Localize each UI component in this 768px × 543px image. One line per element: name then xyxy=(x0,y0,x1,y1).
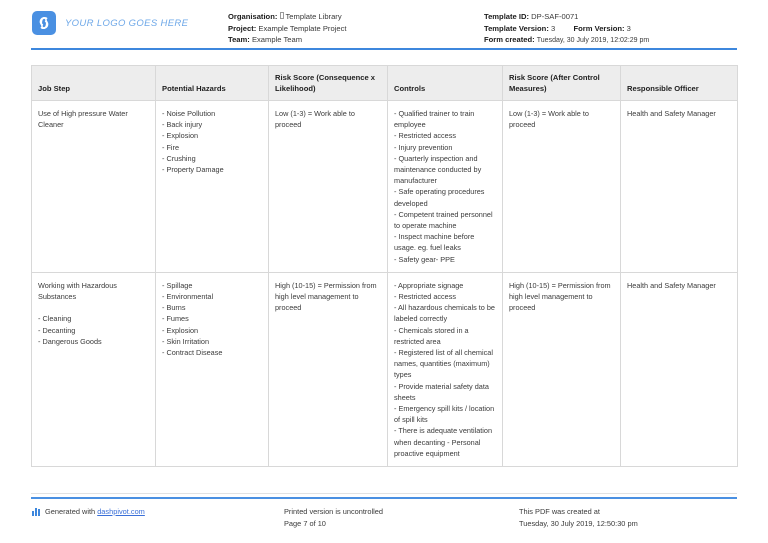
column-header-responsible-officer: Responsible Officer xyxy=(621,66,738,101)
logo-block xyxy=(32,11,228,35)
cell-line: - Quarterly inspection and maintenance conducted by manufacturer xyxy=(394,153,482,186)
cell-line: - Safe operating procedures developed xyxy=(394,187,485,208)
footer-page-number: Page 7 of 10 xyxy=(284,518,326,528)
column-header-job-step: Job Step xyxy=(32,66,156,101)
meta-team-label: Team: xyxy=(228,35,250,45)
table-header-row xyxy=(32,66,738,101)
bar-chart-icon xyxy=(32,508,40,516)
cell-line: - Safety gear- PPE xyxy=(394,254,455,264)
cell-line: Use of High pressure Water Cleaner xyxy=(38,109,128,130)
cell-potential-hazards xyxy=(156,101,269,273)
meta-form-created xyxy=(484,34,738,47)
meta-template-version-label: Template Version: xyxy=(484,23,549,33)
cell-line: - Contract Disease xyxy=(162,348,223,358)
meta-project-label: Project: xyxy=(228,23,257,33)
cell-potential-hazards xyxy=(156,272,269,466)
cell-line: - Spillage xyxy=(162,280,193,290)
logo-swirl-icon xyxy=(32,11,56,35)
header-meta-left xyxy=(228,11,484,46)
table-row xyxy=(32,272,738,466)
cell-line: Working with Hazardous Substances xyxy=(38,280,117,302)
cell-line: - Burns xyxy=(162,303,186,313)
footer-print-block xyxy=(284,506,519,529)
dashpivot-link[interactable]: dashpivot.com xyxy=(97,507,145,516)
cell-line: - Explosion xyxy=(162,325,199,335)
header-meta-right xyxy=(484,11,738,47)
cell-line: - Environmental xyxy=(162,292,214,302)
cell-line: - Skin Irritation xyxy=(162,336,210,346)
meta-project-value: Example Template Project xyxy=(258,23,347,33)
meta-form-version-label: Form Version: xyxy=(573,23,625,33)
meta-team-value: Example Team xyxy=(251,35,303,45)
column-header-risk-score: Risk Score (Consequence x Likelihood) xyxy=(269,66,388,101)
cell-risk-score xyxy=(269,101,388,273)
header-divider xyxy=(31,48,737,50)
meta-form-created-value: Tuesday, 30 July 2019, 12:02:29 pm xyxy=(536,37,650,45)
cell-responsible-officer xyxy=(621,272,738,466)
risk-assessment-table xyxy=(31,65,738,467)
cell-line: - Back injury xyxy=(162,120,203,130)
logo-text: YOUR LOGO GOES HERE xyxy=(65,17,189,29)
cell-line: - Injury prevention xyxy=(394,142,453,152)
cell-line: - There is adequate ventilation when decanting - Personal proactive equipment xyxy=(394,426,493,458)
cell-line: Health and Safety Manager xyxy=(627,280,716,290)
meta-organisation-label: Organisation: xyxy=(228,12,278,21)
cell-line: - Fire xyxy=(162,142,180,152)
cell-controls xyxy=(388,101,503,273)
cell-line: - Restricted access xyxy=(394,292,457,302)
meta-project xyxy=(228,23,484,35)
cell-line: - Cleaning xyxy=(38,314,72,324)
cell-line: Low (1-3) = Work able to proceed xyxy=(275,109,355,130)
meta-form-created-label: Form created: xyxy=(484,35,535,45)
footer-generated-prefix: Generated with xyxy=(45,507,96,516)
meta-team xyxy=(228,34,484,46)
cell-line: Health and Safety Manager xyxy=(627,109,716,118)
cell-risk-score xyxy=(269,272,388,466)
cell-line: - Noise Pollution xyxy=(162,109,216,118)
footer-divider xyxy=(31,497,737,499)
cell-line: High (10-15) = Permission from high level management to proceed xyxy=(275,280,377,313)
table-row xyxy=(32,101,738,273)
meta-versions xyxy=(484,23,738,35)
cell-line: - Competent trained personnel to operate machine xyxy=(394,209,493,231)
missing-glyph-icon xyxy=(280,12,284,19)
cell-job-step xyxy=(32,272,156,466)
cell-line: - Inspect machine before usage. eg. fuel leaks xyxy=(394,232,475,253)
column-header-controls: Controls xyxy=(388,66,503,101)
footer-pdf-block xyxy=(519,506,738,529)
cell-line: - Restricted access xyxy=(394,131,457,141)
cell-line: - Fumes xyxy=(162,314,189,324)
cell-line: - Property Damage xyxy=(162,165,224,175)
footer-pdf-created-label: This PDF was created at xyxy=(519,507,600,516)
cell-line: - Decanting xyxy=(38,325,76,335)
cell-line: - Registered list of all chemical names, quantities (maximum) types xyxy=(394,348,493,380)
cell-line: - Crushing xyxy=(162,153,196,163)
meta-template-version-value: 3 xyxy=(550,23,556,33)
meta-form-version-value: 3 xyxy=(626,23,631,33)
meta-template-id-value: DP-SAF-0071 xyxy=(531,12,579,21)
cell-job-step xyxy=(32,101,156,273)
risk-assessment-table-wrap xyxy=(31,65,737,467)
cell-line: - Dangerous Goods xyxy=(38,336,102,346)
cell-controls xyxy=(388,272,503,466)
footer-pdf-created-value: Tuesday, 30 July 2019, 12:50:30 pm xyxy=(519,518,638,528)
cell-risk-score-after xyxy=(503,272,621,466)
cell-responsible-officer xyxy=(621,101,738,273)
column-header-potential-hazards: Potential Hazards xyxy=(156,66,269,101)
cell-line: Low (1-3) = Work able to proceed xyxy=(509,109,589,130)
cell-line xyxy=(38,302,148,313)
meta-template-id xyxy=(484,11,738,23)
document-header xyxy=(0,0,768,48)
cell-line: - Explosion xyxy=(162,131,199,141)
meta-organisation xyxy=(228,11,484,23)
cell-line: - Emergency spill kits / location of spill kits xyxy=(394,404,495,425)
column-header-risk-score-after: Risk Score (After Control Measures) xyxy=(503,66,621,101)
document-footer xyxy=(0,506,768,529)
cell-line: - Appropriate signage xyxy=(394,280,464,290)
footer-print-notice: Printed version is uncontrolled xyxy=(284,507,384,516)
footer-divider-grey xyxy=(31,493,737,494)
meta-organisation-value: Template Library xyxy=(285,12,342,21)
meta-template-id-label: Template ID: xyxy=(484,12,530,21)
footer-generated-block xyxy=(32,506,284,518)
cell-risk-score-after xyxy=(503,101,621,273)
cell-line: - Qualified trainer to train employee xyxy=(394,109,475,130)
cell-line: - Provide material safety data sheets xyxy=(394,381,489,402)
cell-line: - Chemicals stored in a restricted area xyxy=(394,325,469,346)
cell-line: - All hazardous chemicals to be labeled correctly xyxy=(394,303,495,324)
cell-line: High (10-15) = Permission from high level management to proceed xyxy=(509,280,611,313)
